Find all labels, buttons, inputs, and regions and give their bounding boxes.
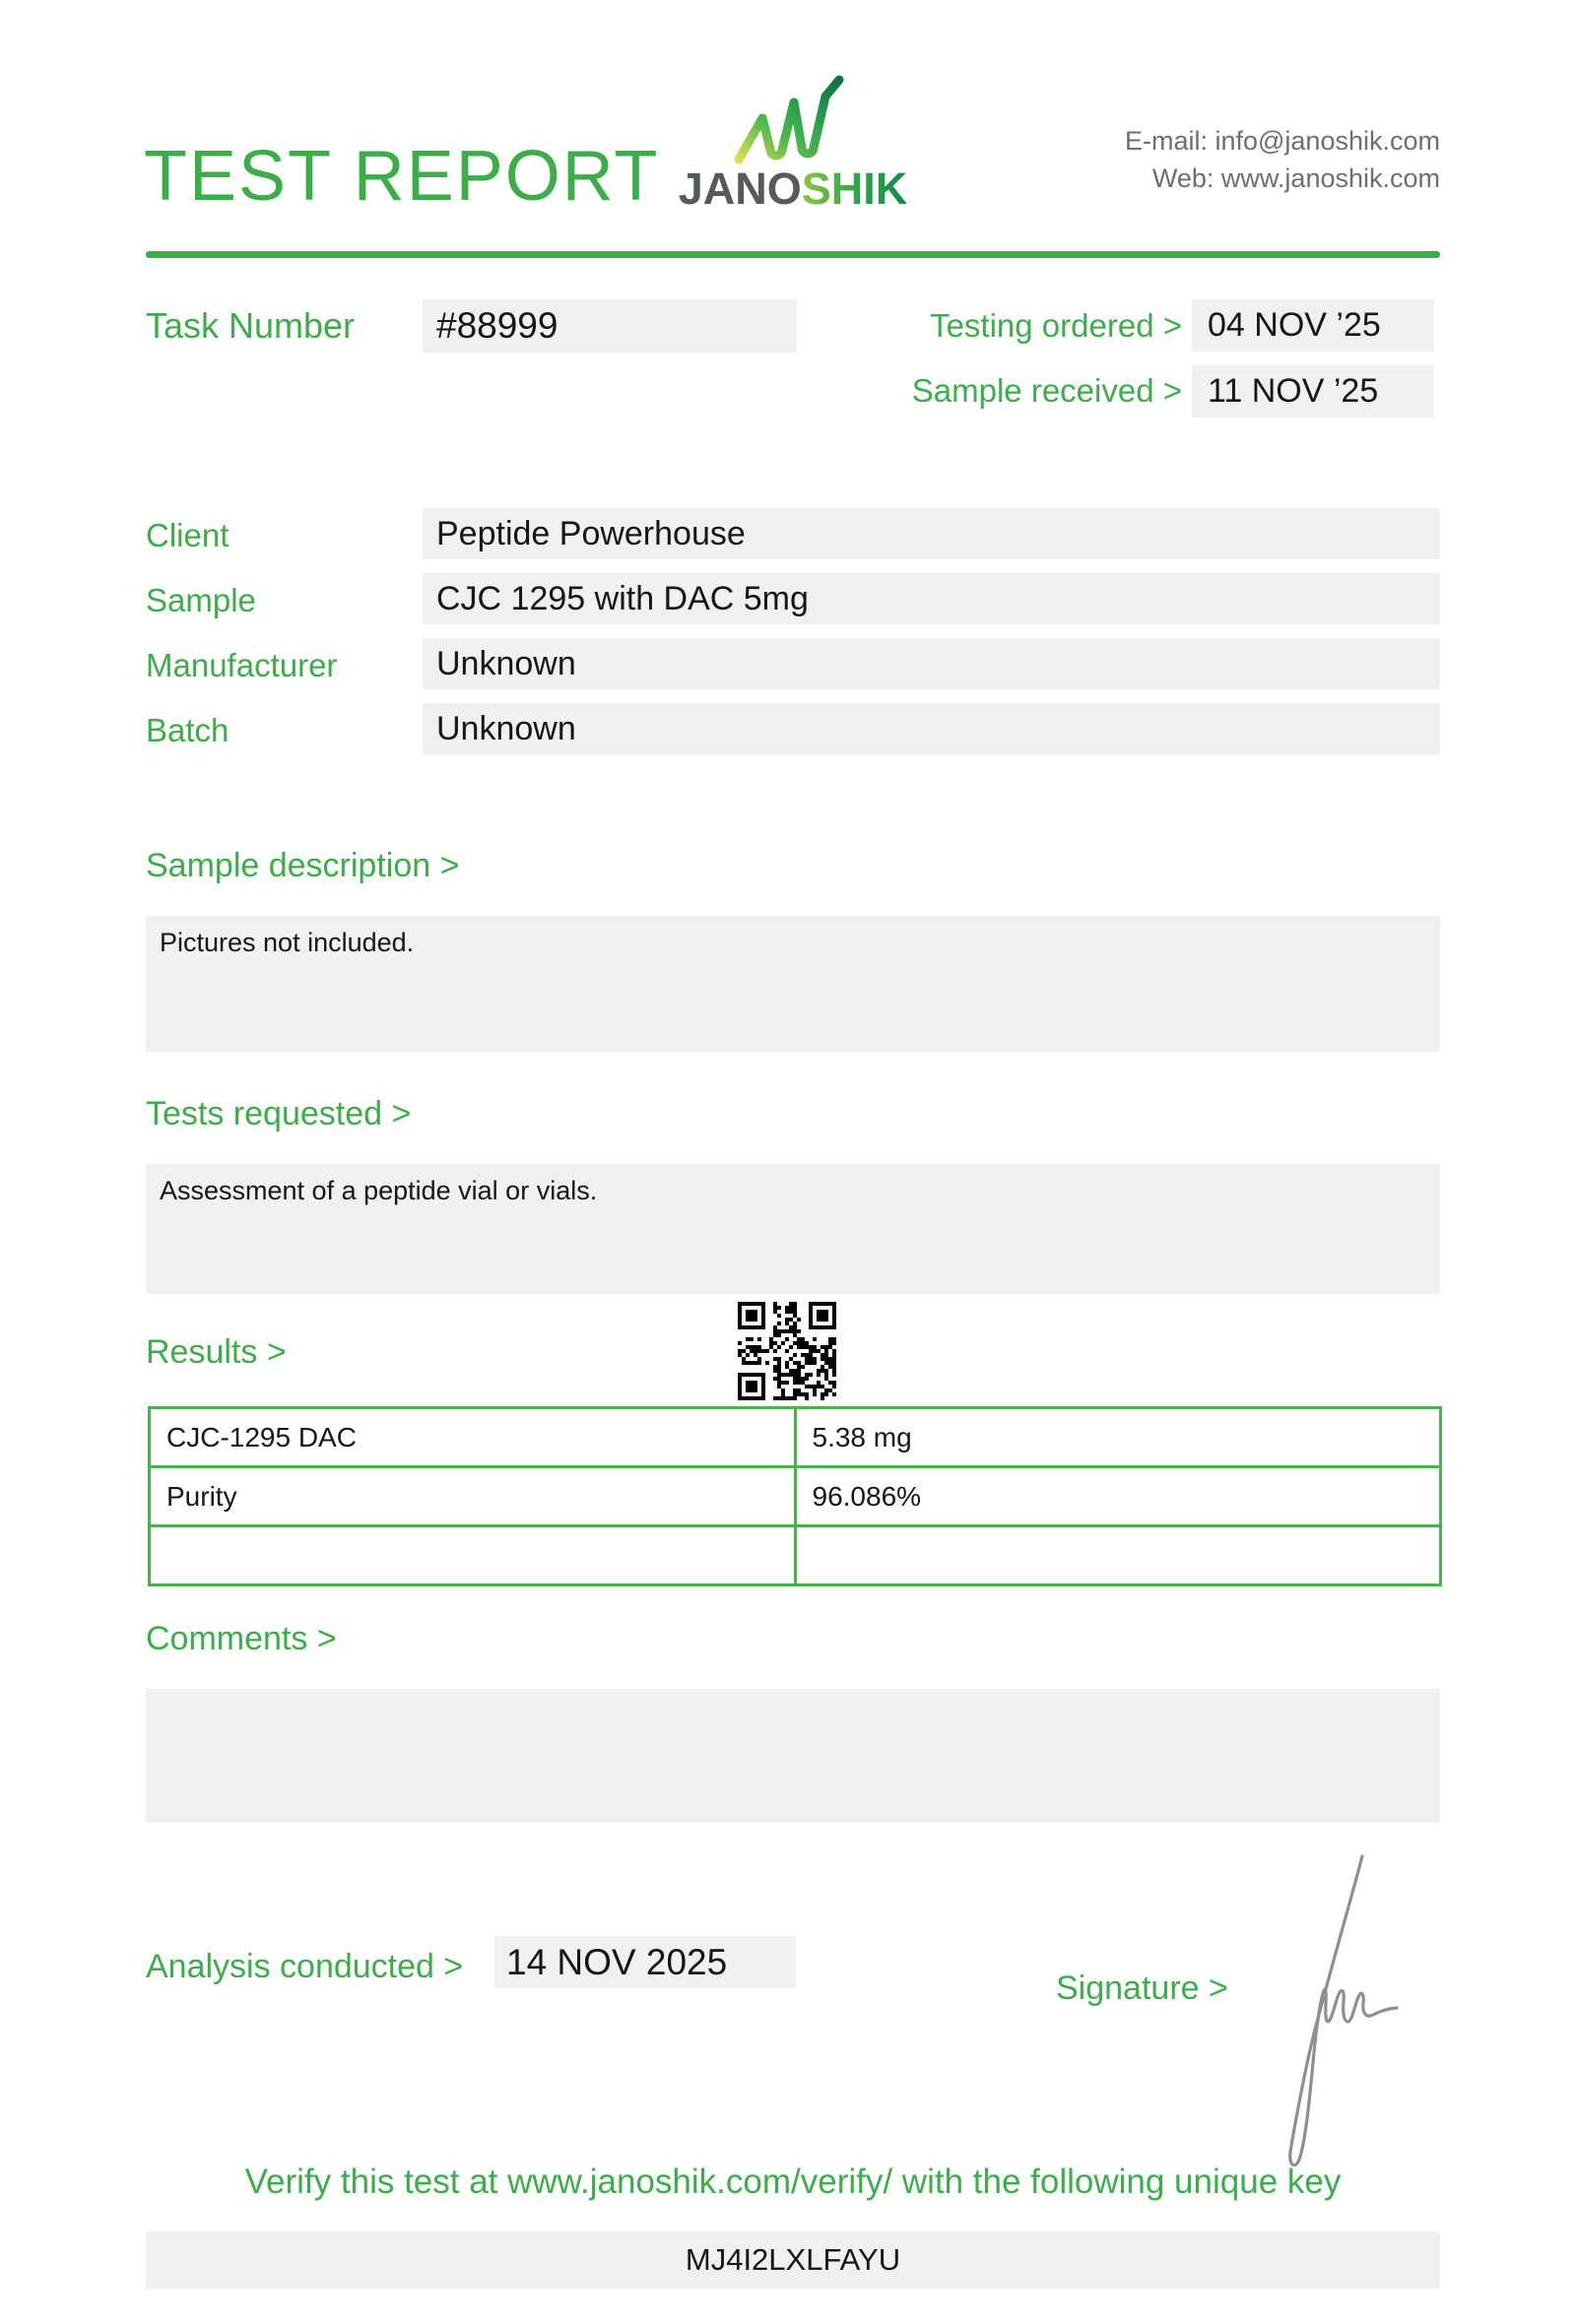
sample-description-box [146,916,1440,1052]
sample-received-value: 11 NOV ’25 [1208,372,1379,410]
results-title: Results > [146,1333,287,1371]
testing-ordered-value: 04 NOV ’25 [1208,306,1381,344]
sample-label: Sample [146,582,256,618]
testing-ordered-box [1192,299,1434,352]
result-value-cell: 5.38 mg [795,1408,1441,1467]
result-value-cell [795,1526,1441,1585]
signature-scribble [1259,1851,1402,2186]
comments-title: Comments > [146,1620,337,1657]
sample-description-text: Pictures not included. [160,928,415,957]
batch-value: Unknown [436,710,576,747]
table-row [150,1526,1441,1585]
page-title: TEST REPORT [144,137,660,216]
task-number-box [423,299,797,353]
manufacturer-label: Manufacturer [146,647,338,683]
testing-ordered-label: Testing ordered > [930,307,1182,344]
result-value-cell: 96.086% [795,1467,1441,1526]
tests-requested-title: Tests requested > [146,1095,412,1132]
comments-box [146,1689,1440,1823]
tests-requested-box [146,1164,1440,1294]
wordmark-jano: JANO [678,163,802,214]
contact-block [1125,122,1440,197]
verify-key-box [146,2231,1440,2289]
batch-label: Batch [146,712,230,748]
client-value: Peptide Powerhouse [436,515,746,552]
results-table [148,1406,1442,1586]
result-name-cell: CJC-1295 DAC [150,1408,796,1467]
janoshik-chart-icon [731,75,849,173]
verify-key-value: MJ4I2LXLFAYU [685,2242,901,2277]
task-number-label: Task Number [146,305,356,346]
client-box [423,508,1440,559]
sample-received-label: Sample received > [911,372,1182,409]
table-row [150,1467,1441,1526]
analysis-conducted-label: Analysis conducted > [146,1948,464,1985]
header-divider [146,251,1440,258]
manufacturer-value: Unknown [436,645,576,682]
signature-label: Signature > [1056,1969,1228,2007]
sample-value: CJC 1295 with DAC 5mg [436,580,809,617]
sample-received-box [1192,365,1434,418]
contact-web: Web: www.janoshik.com [1151,163,1440,193]
batch-box [423,703,1440,754]
task-number-value: #88999 [436,305,558,346]
analysis-conducted-box [494,1936,796,1988]
manufacturer-box [423,638,1440,689]
sample-box [423,573,1440,624]
result-name-cell [150,1526,796,1585]
client-label: Client [146,517,230,553]
tests-requested-text: Assessment of a peptide vial or vials. [160,1176,598,1205]
qr-code [738,1302,836,1400]
table-row [150,1408,1441,1467]
janoshik-wordmark [670,163,916,215]
analysis-conducted-value: 14 NOV 2025 [506,1942,728,1982]
contact-email: E-mail: info@janoshik.com [1124,126,1440,156]
result-name-cell: Purity [150,1467,796,1526]
sample-description-title: Sample description > [146,847,460,884]
wordmark-shik: SHIK [801,163,908,214]
verify-instruction: Verify this test at www.janoshik.com/verify/ with the following unique key [244,2163,1342,2201]
